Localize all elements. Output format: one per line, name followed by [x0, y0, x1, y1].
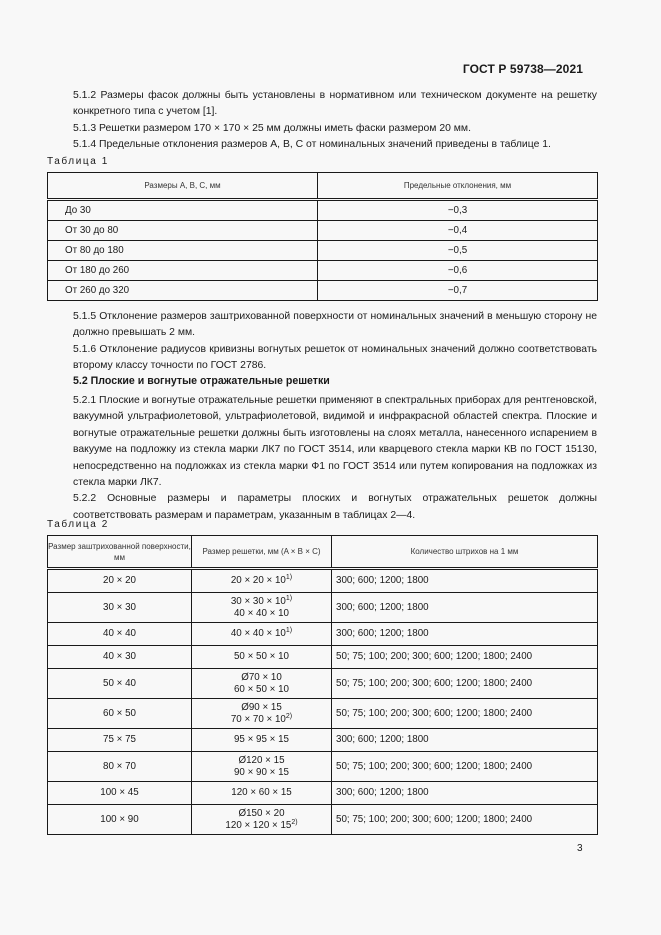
- table-row: [48, 261, 598, 281]
- cell-surface-size: 60 × 50: [48, 699, 192, 729]
- cell-deviation: −0,7: [318, 281, 598, 301]
- cell-grating-size: Ø120 × 15 90 × 90 × 15: [192, 752, 332, 782]
- cell-surface-size: 40 × 40: [48, 623, 192, 646]
- paragraph-5-1-3: 5.1.3 Решетки размером 170 × 170 × 25 мм должны иметь фаски размером 20 мм.: [73, 122, 471, 134]
- paragraphs-5-2-1-to-5-2-2: [47, 393, 597, 524]
- cell-grating-size: Ø90 × 15 $70 \times 70 \times 10^{2)}$: [192, 699, 332, 729]
- column-header-surface-size: Размер заштрихованной поверхности, мм: [48, 536, 192, 569]
- cell-surface-size: 30 × 30: [48, 593, 192, 623]
- cell-surface-size: 20 × 20: [48, 569, 192, 593]
- table-row: [48, 729, 598, 752]
- cell-lines-per-mm: 50; 75; 100; 200; 300; 600; 1200; 1800; 2400: [332, 646, 598, 669]
- cell-lines-per-mm: 300; 600; 1200; 1800: [332, 729, 598, 752]
- cell-grating-size: 120 × 60 × 15: [192, 782, 332, 805]
- cell-surface-size: 40 × 30: [48, 646, 192, 669]
- cell-size-range: От 180 до 260: [48, 261, 318, 281]
- cell-deviation: −0,3: [318, 200, 598, 221]
- table-row: [48, 646, 598, 669]
- table-row: [48, 752, 598, 782]
- paragraph-5-1-4: 5.1.4 Предельные отклонения размеров A, B, C от номинальных значений приведены в таблице 1.: [73, 139, 551, 151]
- cell-surface-size: 50 × 40: [48, 669, 192, 699]
- cell-lines-per-mm: 50; 75; 100; 200; 300; 600; 1200; 1800; 2400: [332, 669, 598, 699]
- table-header-row: [48, 536, 598, 569]
- table-row: [48, 623, 598, 646]
- table-2: [47, 535, 598, 835]
- footnote-mark: 1): [285, 574, 293, 582]
- column-header-grating-size: Размер решетки, мм (A × B × C): [192, 536, 332, 569]
- table-row: [48, 782, 598, 805]
- cell-lines-per-mm: 50; 75; 100; 200; 300; 600; 1200; 1800; 2400: [332, 699, 598, 729]
- table-row: [48, 200, 598, 221]
- paragraph-5-2-1: 5.2.1 Плоские и вогнутые отражательные решетки применяют в спектральных приборах для рентгеновской, вакуумной ультрафиолетовой, ультрафиолетовой, видимой и инфракрасной областей спектра. Плоские и вогнутые отражательные решетки должны быть изготовлены на слоях металла, нанесенного испарением в вакууме на подложку из стекла марки ЛК7 по ГОСТ 3514, или кварцевого стекла марки КВ по ГОСТ 15130, непосредственно на подложках из стекла марки Ф1 по ГОСТ 3514 или путем копирования на подложках из стекла марки ЛК7.: [73, 395, 597, 489]
- cell-deviation: −0,6: [318, 261, 598, 281]
- cell-size-range: До 30: [48, 200, 318, 221]
- cell-grating-size: 95 × 95 × 15: [192, 729, 332, 752]
- paragraph-5-1-2: 5.1.2 Размеры фасок должны быть установлены в нормативном или техническом документе на решетку конкретного типа с учетом [1].: [73, 90, 597, 118]
- cell-grating-size: Ø150 × 20 $120 \times 120 \times 15^{2)}$: [192, 805, 332, 835]
- cell-size-range: От 30 до 80: [48, 221, 318, 241]
- table-row: [48, 221, 598, 241]
- table-1-caption: Таблица 1: [47, 156, 109, 167]
- cell-lines-per-mm: 300; 600; 1200; 1800: [332, 782, 598, 805]
- cell-lines-per-mm: 50; 75; 100; 200; 300; 600; 1200; 1800; 2400: [332, 752, 598, 782]
- cell-grating-size: 50 × 50 × 10: [192, 646, 332, 669]
- cell-surface-size: 80 × 70: [48, 752, 192, 782]
- cell-lines-per-mm: 300; 600; 1200; 1800: [332, 569, 598, 593]
- footnote-mark: 1): [285, 595, 293, 602]
- cell-lines-per-mm: 50; 75; 100; 200; 300; 600; 1200; 1800; 2400: [332, 805, 598, 835]
- cell-deviation: −0,5: [318, 241, 598, 261]
- cell-surface-size: 75 × 75: [48, 729, 192, 752]
- cell-grating-size: $40 \times 40 \times 10^{1)}$: [192, 623, 332, 646]
- cell-lines-per-mm: 300; 600; 1200; 1800: [332, 623, 598, 646]
- footnote-mark: 2): [291, 818, 298, 826]
- table-row: [48, 669, 598, 699]
- paragraph-5-1-5: 5.1.5 Отклонение размеров заштрихованной поверхности от номинальных значений в меньшую сторону не должно превышать 2 мм.: [73, 311, 597, 339]
- page-number: 3: [577, 843, 583, 854]
- footnote-mark: 2): [285, 712, 293, 720]
- paragraphs-5-1-2-to-5-1-4: [47, 88, 597, 154]
- table-row: [48, 281, 598, 301]
- cell-lines-per-mm: 300; 600; 1200; 1800: [332, 593, 598, 623]
- table-1: [47, 172, 598, 301]
- paragraph-5-2-2: 5.2.2 Основные размеры и параметры плоских и вогнутых отражательных решеток должны соответствовать размерам и параметрам, указанным в таблицах 2—4.: [73, 493, 597, 521]
- cell-size-range: От 260 до 320: [48, 281, 318, 301]
- cell-surface-size: 100 × 90: [48, 805, 192, 835]
- cell-surface-size: 100 × 45: [48, 782, 192, 805]
- table-row: [48, 593, 598, 623]
- cell-grating-size: $30 \times 30 \times 10^{1)}$ 40 × 40 × 10: [192, 593, 332, 623]
- table-row: [48, 699, 598, 729]
- table-row: [48, 241, 598, 261]
- document-code: ГОСТ Р 59738—2021: [462, 62, 583, 76]
- cell-size-range: От 80 до 180: [48, 241, 318, 261]
- section-heading-5-2: 5.2 Плоские и вогнутые отражательные решетки: [73, 375, 330, 387]
- column-header-sizes: Размеры A, B, C, мм: [48, 173, 318, 200]
- table-row: [48, 569, 598, 593]
- table-header-row: [48, 173, 598, 200]
- paragraph-5-1-6: 5.1.6 Отклонение радиусов кривизны вогнутых решеток от номинальных значений должно соответствовать второму классу точности по ГОСТ 2786.: [73, 343, 597, 372]
- column-header-lines-per-mm: Количество штрихов на 1 мм: [332, 536, 598, 569]
- column-header-deviations: Предельные отклонения, мм: [318, 173, 598, 200]
- table-2-caption: Таблица 2: [47, 519, 109, 530]
- cell-grating-size: $20 \times 20 \times 10^{1)}$: [192, 569, 332, 593]
- footnote-mark: 1): [285, 627, 293, 635]
- cell-grating-size: Ø70 × 10 60 × 50 × 10: [192, 669, 332, 699]
- table-row: [48, 805, 598, 835]
- cell-deviation: −0,4: [318, 221, 598, 241]
- paragraphs-5-1-5-to-5-1-6: [47, 309, 597, 375]
